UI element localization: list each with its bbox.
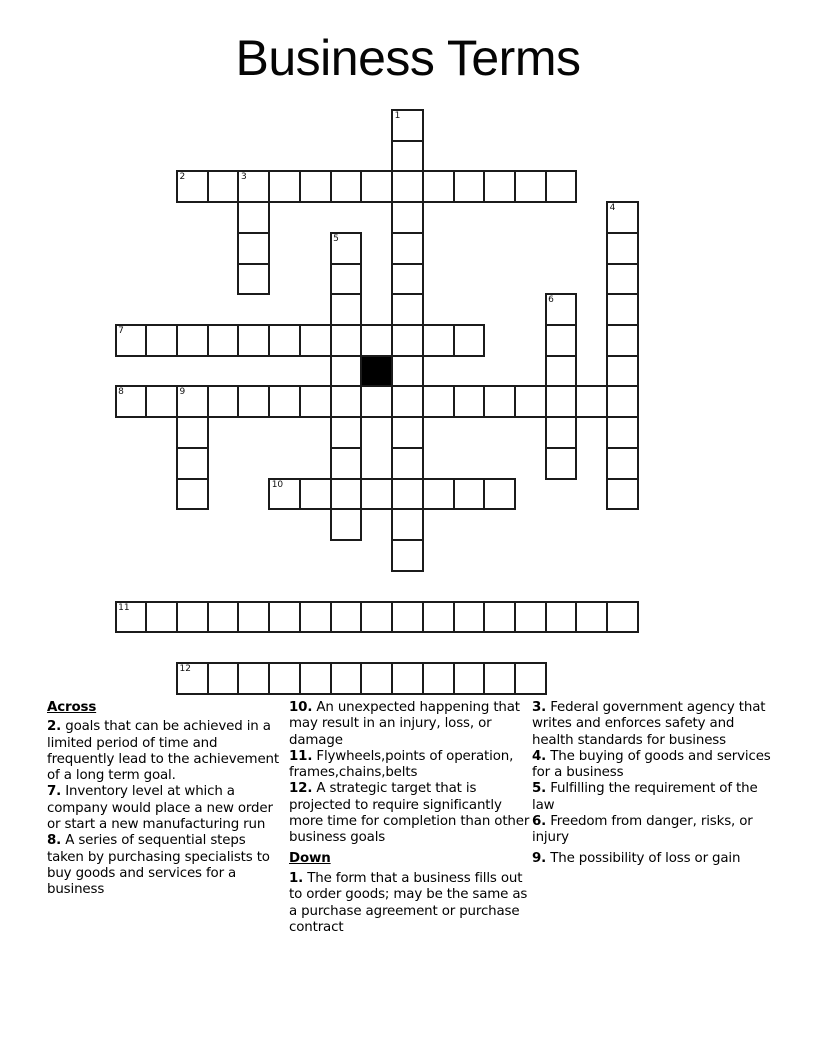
- grid-cell[interactable]: [453, 601, 486, 634]
- grid-cell[interactable]: [330, 416, 363, 449]
- grid-cell[interactable]: [237, 170, 270, 203]
- grid-cell[interactable]: [391, 109, 424, 142]
- grid-cell[interactable]: [606, 355, 639, 388]
- grid-cell[interactable]: [176, 170, 209, 203]
- clue-down-4: 4. The buying of goods and services for a business: [532, 748, 771, 781]
- grid-cell[interactable]: [176, 601, 209, 634]
- grid-cell[interactable]: [483, 385, 516, 418]
- clue-across-10: 10. An unexpected happening that may result in an injury, loss, or damage: [289, 700, 520, 748]
- grid-cell[interactable]: [176, 324, 209, 357]
- grid-cell[interactable]: [237, 385, 270, 418]
- clue-across-2: 2. goals that can be achieved in a limited period of time and frequently lead to the achievement of a long term goal.: [47, 719, 279, 784]
- grid-cell[interactable]: [575, 601, 608, 634]
- grid-cell[interactable]: [606, 263, 639, 296]
- grid-cell[interactable]: [360, 170, 393, 203]
- grid-cell[interactable]: [606, 232, 639, 265]
- clue-number: 4.: [532, 748, 547, 764]
- grid-cell[interactable]: [453, 170, 486, 203]
- black-cell: [360, 355, 393, 388]
- cell-number: 12: [179, 663, 191, 674]
- grid-cell[interactable]: [237, 662, 270, 695]
- grid-cell[interactable]: [237, 324, 270, 357]
- grid-cell[interactable]: [391, 539, 424, 572]
- grid-cell[interactable]: [606, 385, 639, 418]
- grid-cell[interactable]: [299, 385, 332, 418]
- grid-cell[interactable]: [391, 232, 424, 265]
- grid-cell[interactable]: [176, 416, 209, 449]
- cell-number: 11: [118, 602, 130, 613]
- grid-cell[interactable]: [207, 385, 240, 418]
- clue-across-12: 12. A strategic target that is projected to require significantly more time for completion than other business goals: [289, 781, 530, 846]
- grid-cell[interactable]: [330, 385, 363, 418]
- clue-down-9: 9. The possibility of loss or gain: [532, 850, 741, 866]
- grid-cell[interactable]: [422, 385, 455, 418]
- grid-cell[interactable]: [237, 232, 270, 265]
- grid-cell[interactable]: [207, 324, 240, 357]
- grid-cell[interactable]: [330, 478, 363, 511]
- grid-cell[interactable]: [268, 662, 301, 695]
- grid-cell[interactable]: [514, 385, 547, 418]
- grid-cell[interactable]: [115, 385, 148, 418]
- grid-cell[interactable]: [391, 416, 424, 449]
- grid-cell[interactable]: [606, 201, 639, 234]
- grid-cell[interactable]: [545, 601, 578, 634]
- grid-cell[interactable]: [330, 293, 363, 326]
- grid-cell[interactable]: [268, 478, 301, 511]
- grid-cell[interactable]: [391, 263, 424, 296]
- grid-cell[interactable]: [422, 601, 455, 634]
- cell-number: 3: [240, 172, 247, 183]
- grid-cell[interactable]: [606, 601, 639, 634]
- grid-cell[interactable]: [483, 170, 516, 203]
- grid-cell[interactable]: [391, 478, 424, 511]
- clue-number: 7.: [47, 784, 62, 800]
- clue-number: 6.: [532, 814, 547, 830]
- grid-cell[interactable]: [422, 170, 455, 203]
- clue-across-8: 8. A series of sequential steps taken by purchasing specialists to buy goods and services for a business: [47, 833, 270, 898]
- clue-number: 2.: [47, 719, 62, 735]
- grid-cell[interactable]: [360, 601, 393, 634]
- grid-cell[interactable]: [453, 385, 486, 418]
- grid-cell[interactable]: [330, 601, 363, 634]
- grid-cell[interactable]: [514, 601, 547, 634]
- down-clues-heading: Down: [289, 850, 331, 866]
- grid-cell[interactable]: [207, 170, 240, 203]
- grid-cell[interactable]: [360, 324, 393, 357]
- clue-number: 1.: [289, 870, 304, 886]
- grid-cell[interactable]: [330, 232, 363, 265]
- grid-cell[interactable]: [391, 201, 424, 234]
- grid-cell[interactable]: [422, 478, 455, 511]
- grid-cell[interactable]: [299, 478, 332, 511]
- grid-cell[interactable]: [514, 170, 547, 203]
- grid-cell[interactable]: [299, 324, 332, 357]
- cell-number: 7: [118, 326, 124, 337]
- grid-cell[interactable]: [207, 601, 240, 634]
- grid-cell[interactable]: [483, 601, 516, 634]
- grid-cell[interactable]: [145, 324, 178, 357]
- clue-number: 9.: [532, 850, 547, 866]
- cell-number: 6: [548, 295, 554, 306]
- clue-number: 11.: [289, 748, 313, 764]
- grid-cell[interactable]: [453, 662, 486, 695]
- grid-cell[interactable]: [268, 324, 301, 357]
- clue-across-7: 7. Inventory level at which a company would place a new order or start a new manufacturing run: [47, 784, 273, 833]
- grid-cell[interactable]: [330, 662, 363, 695]
- grid-cell[interactable]: [391, 447, 424, 480]
- grid-cell[interactable]: [483, 662, 516, 695]
- across-clues-heading: Across: [47, 700, 97, 715]
- grid-cell[interactable]: [606, 447, 639, 480]
- grid-cell[interactable]: [545, 293, 578, 326]
- grid-cell[interactable]: [391, 662, 424, 695]
- puzzle-title: Business Terms: [235, 30, 581, 86]
- clue-down-3: 3. Federal government agency that writes and enforces safety and health standards for business: [532, 700, 766, 748]
- cell-number: 1: [394, 111, 401, 121]
- grid-cell[interactable]: [391, 355, 424, 388]
- grid-cell[interactable]: [545, 355, 578, 388]
- grid-cell[interactable]: [330, 170, 363, 203]
- grid-cell[interactable]: [545, 324, 578, 357]
- grid-cell[interactable]: [207, 662, 240, 695]
- grid-cell[interactable]: [391, 293, 424, 326]
- clue-down-1: 1. The form that a business fills out to order goods; may be the same as a purchase agreement or purchase contract: [289, 870, 528, 935]
- grid-cell[interactable]: [422, 324, 455, 357]
- grid-cell[interactable]: [545, 416, 578, 449]
- grid-cell[interactable]: [299, 662, 332, 695]
- grid-cell[interactable]: [545, 447, 578, 480]
- grid-cell[interactable]: [391, 140, 424, 173]
- cell-number: 10: [271, 479, 284, 490]
- clue-number: 5.: [532, 781, 547, 797]
- grid-cell[interactable]: [391, 508, 424, 541]
- grid-cell[interactable]: [422, 662, 455, 695]
- cell-number: 4: [609, 203, 616, 214]
- grid-cell[interactable]: [237, 201, 270, 234]
- grid-cell[interactable]: [391, 601, 424, 634]
- grid-cell[interactable]: [115, 324, 148, 357]
- grid-cell[interactable]: [391, 385, 424, 418]
- grid-cell[interactable]: [360, 478, 393, 511]
- grid-cell[interactable]: [268, 170, 301, 203]
- grid-cell[interactable]: [145, 601, 178, 634]
- clues-column-2: [289, 700, 530, 936]
- clue-number: 8.: [47, 833, 62, 849]
- grid-cell[interactable]: [606, 324, 639, 357]
- grid-cell[interactable]: [391, 170, 424, 203]
- grid-cell[interactable]: [453, 324, 486, 357]
- cell-number: 8: [118, 387, 124, 398]
- grid-cell[interactable]: [360, 662, 393, 695]
- grid-cell[interactable]: [330, 508, 363, 541]
- grid-cell[interactable]: [115, 601, 148, 634]
- clue-number: 12.: [289, 781, 313, 797]
- grid-cell[interactable]: [545, 385, 578, 418]
- grid-cell[interactable]: [575, 385, 608, 418]
- clue-number: 3.: [532, 700, 547, 715]
- grid-cell[interactable]: [268, 601, 301, 634]
- grid-cell[interactable]: [176, 385, 209, 418]
- grid-cell[interactable]: [145, 385, 178, 418]
- grid-cell[interactable]: [330, 263, 363, 296]
- grid-cell[interactable]: [360, 385, 393, 418]
- cell-number: 2: [179, 172, 186, 183]
- grid-cell[interactable]: [514, 662, 547, 695]
- grid-cell[interactable]: [483, 478, 516, 511]
- grid-cell[interactable]: [176, 447, 209, 480]
- cell-number: 9: [179, 387, 186, 398]
- grid-cell[interactable]: [330, 355, 363, 388]
- clue-down-6: 6. Freedom from danger, risks, or injury: [532, 814, 753, 846]
- grid-cell[interactable]: [606, 293, 639, 326]
- grid-cell[interactable]: [299, 170, 332, 203]
- clues-column-1: [47, 700, 280, 899]
- clue-across-11: 11. Flywheels,points of operation, frames,chains,belts: [289, 748, 514, 781]
- grid-cell[interactable]: [176, 662, 209, 695]
- grid-cell[interactable]: [176, 478, 209, 511]
- grid-cell[interactable]: [453, 478, 486, 511]
- grid-cell[interactable]: [391, 324, 424, 357]
- grid-cell[interactable]: [606, 416, 639, 449]
- grid-cell[interactable]: [330, 324, 363, 357]
- clue-number: 10.: [289, 700, 313, 715]
- grid-cell[interactable]: [330, 447, 363, 480]
- clues-column-3: [532, 700, 779, 867]
- cell-number: 5: [333, 233, 339, 244]
- grid-cell[interactable]: [237, 263, 270, 296]
- grid-cell[interactable]: [268, 385, 301, 418]
- grid-cell[interactable]: [606, 478, 639, 511]
- grid-cell[interactable]: [237, 601, 270, 634]
- grid-cell[interactable]: [299, 601, 332, 634]
- clue-down-5: 5. Fulfilling the requirement of the law: [532, 781, 758, 813]
- grid-cell[interactable]: [545, 170, 578, 203]
